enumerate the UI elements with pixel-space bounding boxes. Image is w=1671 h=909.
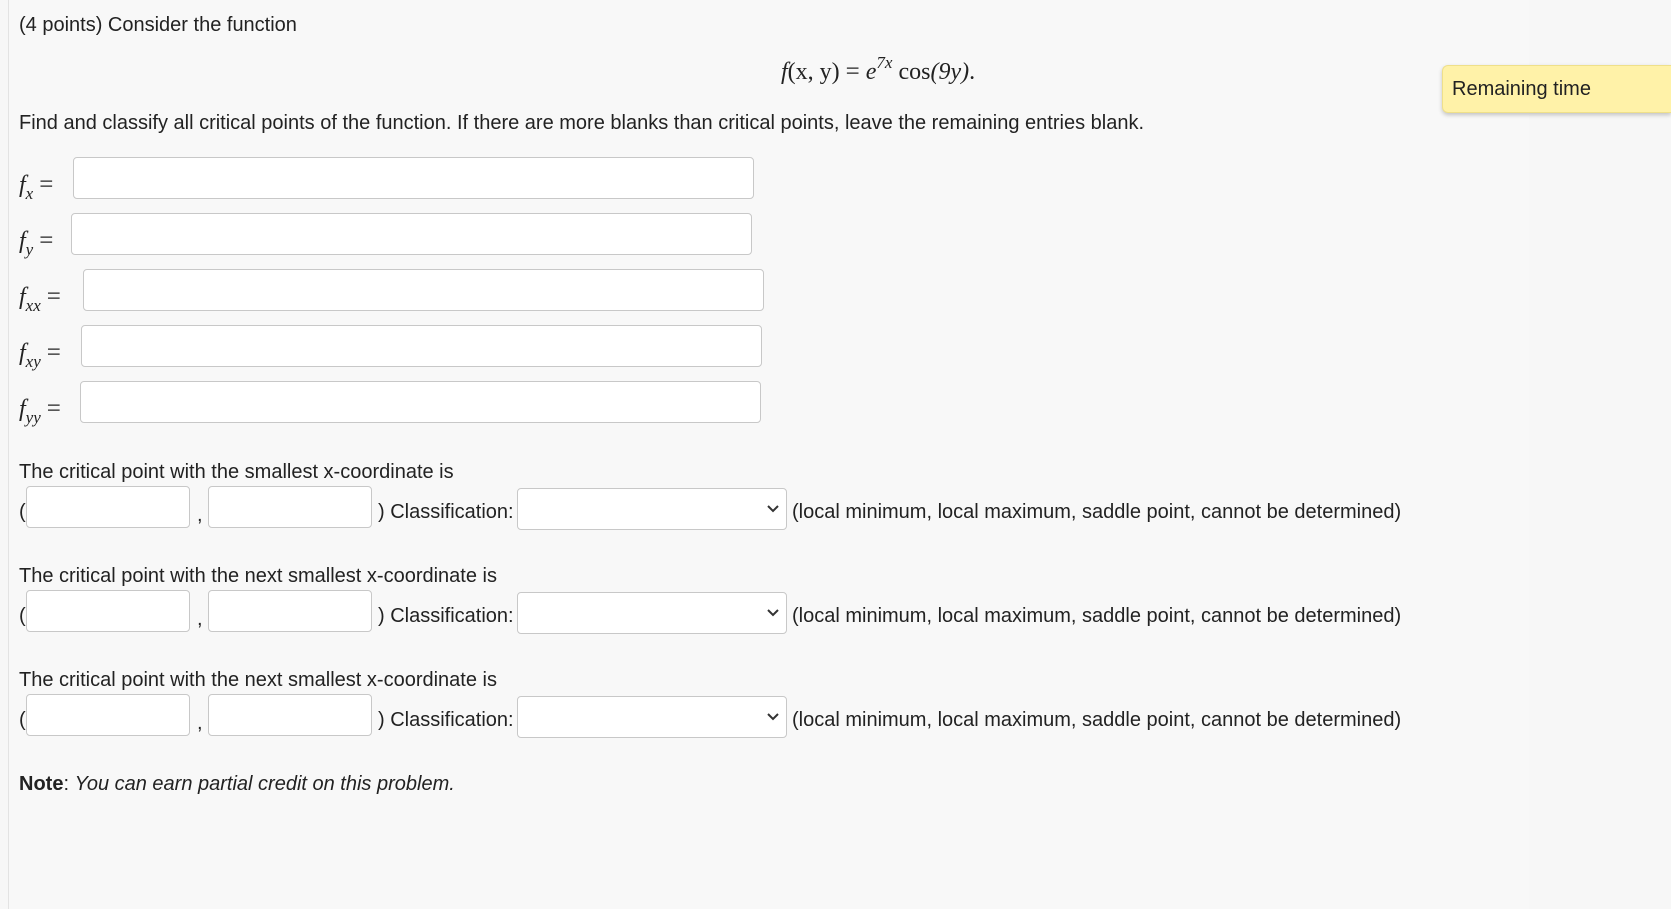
open-paren: ( — [19, 709, 26, 731]
note-separator: : — [63, 773, 75, 795]
coordinate-comma: , — [197, 712, 203, 734]
derivative-subscript: y — [25, 240, 34, 259]
cos-operator: cos — [898, 59, 931, 85]
derivative-fxy-label — [19, 339, 61, 371]
problem-intro: (4 points) Consider the function — [19, 14, 297, 36]
fy-input[interactable] — [71, 213, 752, 255]
coordinate-comma: , — [197, 608, 203, 630]
open-paren: ( — [19, 501, 26, 523]
derivative-function-symbol: f — [19, 340, 26, 366]
derivative-subscript: xx — [25, 296, 41, 315]
derivative-subscript: yy — [25, 408, 41, 427]
classification-select-2[interactable] — [517, 592, 787, 634]
function-formula — [781, 53, 976, 86]
critical-point-3-heading: The critical point with the next smallest x-coordinate is — [19, 669, 497, 691]
instructions: Find and classify all critical points of the function. If there are more blanks than critical points, leave the remaining entries blank. — [19, 112, 1145, 134]
derivative-fy-label — [19, 227, 54, 259]
coordinate-comma: , — [197, 504, 203, 526]
classification-label: ) Classification: — [378, 501, 514, 523]
derivative-subscript: xy — [25, 352, 41, 371]
cos-argument: (9y) — [930, 59, 970, 85]
derivative-function-symbol: f — [19, 172, 26, 198]
derivative-subscript: x — [25, 184, 34, 203]
critical-point-3-y-input[interactable] — [208, 694, 372, 736]
function-name: f — [781, 59, 788, 85]
derivative-equals: = — [39, 227, 54, 254]
critical-point-1-x-input[interactable] — [26, 486, 190, 528]
fxx-input[interactable] — [83, 269, 764, 311]
remaining-time-label: Remaining time — [1452, 78, 1591, 100]
function-args: (x, y) — [787, 59, 840, 85]
exponential-base: e — [865, 59, 877, 85]
critical-point-3-x-input[interactable] — [26, 694, 190, 736]
open-paren: ( — [19, 605, 26, 627]
classification-label: ) Classification: — [378, 709, 514, 731]
derivative-equals: = — [46, 339, 61, 366]
note-text: You can earn partial credit on this problem. — [74, 773, 455, 795]
critical-point-2-heading: The critical point with the next smallest x-coordinate is — [19, 565, 497, 587]
partial-credit-note — [19, 772, 455, 796]
classification-options-hint: (local minimum, local maximum, saddle point, cannot be determined) — [792, 605, 1402, 627]
critical-point-1-y-input[interactable] — [208, 486, 372, 528]
formula-period: . — [969, 59, 976, 85]
critical-point-2-x-input[interactable] — [26, 590, 190, 632]
derivative-equals: = — [46, 283, 61, 310]
derivative-function-symbol: f — [19, 284, 26, 310]
fx-input[interactable] — [73, 157, 754, 199]
remaining-time-banner — [1442, 65, 1671, 113]
fxy-input[interactable] — [81, 325, 762, 367]
problem-panel — [8, 0, 1529, 909]
derivative-equals: = — [46, 395, 61, 422]
classification-select-3[interactable] — [517, 696, 787, 738]
exponent: 7x — [876, 53, 893, 72]
note-label: Note — [19, 773, 64, 795]
derivative-fyy-label — [19, 395, 61, 427]
critical-point-2-y-input[interactable] — [208, 590, 372, 632]
derivative-equals: = — [39, 171, 54, 198]
formula-equals: = — [845, 58, 860, 85]
fyy-input[interactable] — [80, 381, 761, 423]
classification-select-1[interactable] — [517, 488, 787, 530]
derivative-fx-label — [19, 171, 54, 203]
critical-point-1-heading: The critical point with the smallest x-coordinate is — [19, 461, 454, 483]
classification-label: ) Classification: — [378, 605, 514, 627]
classification-options-hint: (local minimum, local maximum, saddle point, cannot be determined) — [792, 709, 1402, 731]
classification-options-hint: (local minimum, local maximum, saddle point, cannot be determined) — [792, 501, 1402, 523]
derivative-function-symbol: f — [19, 228, 26, 254]
derivative-function-symbol: f — [19, 396, 26, 422]
derivative-fxx-label — [19, 283, 61, 315]
